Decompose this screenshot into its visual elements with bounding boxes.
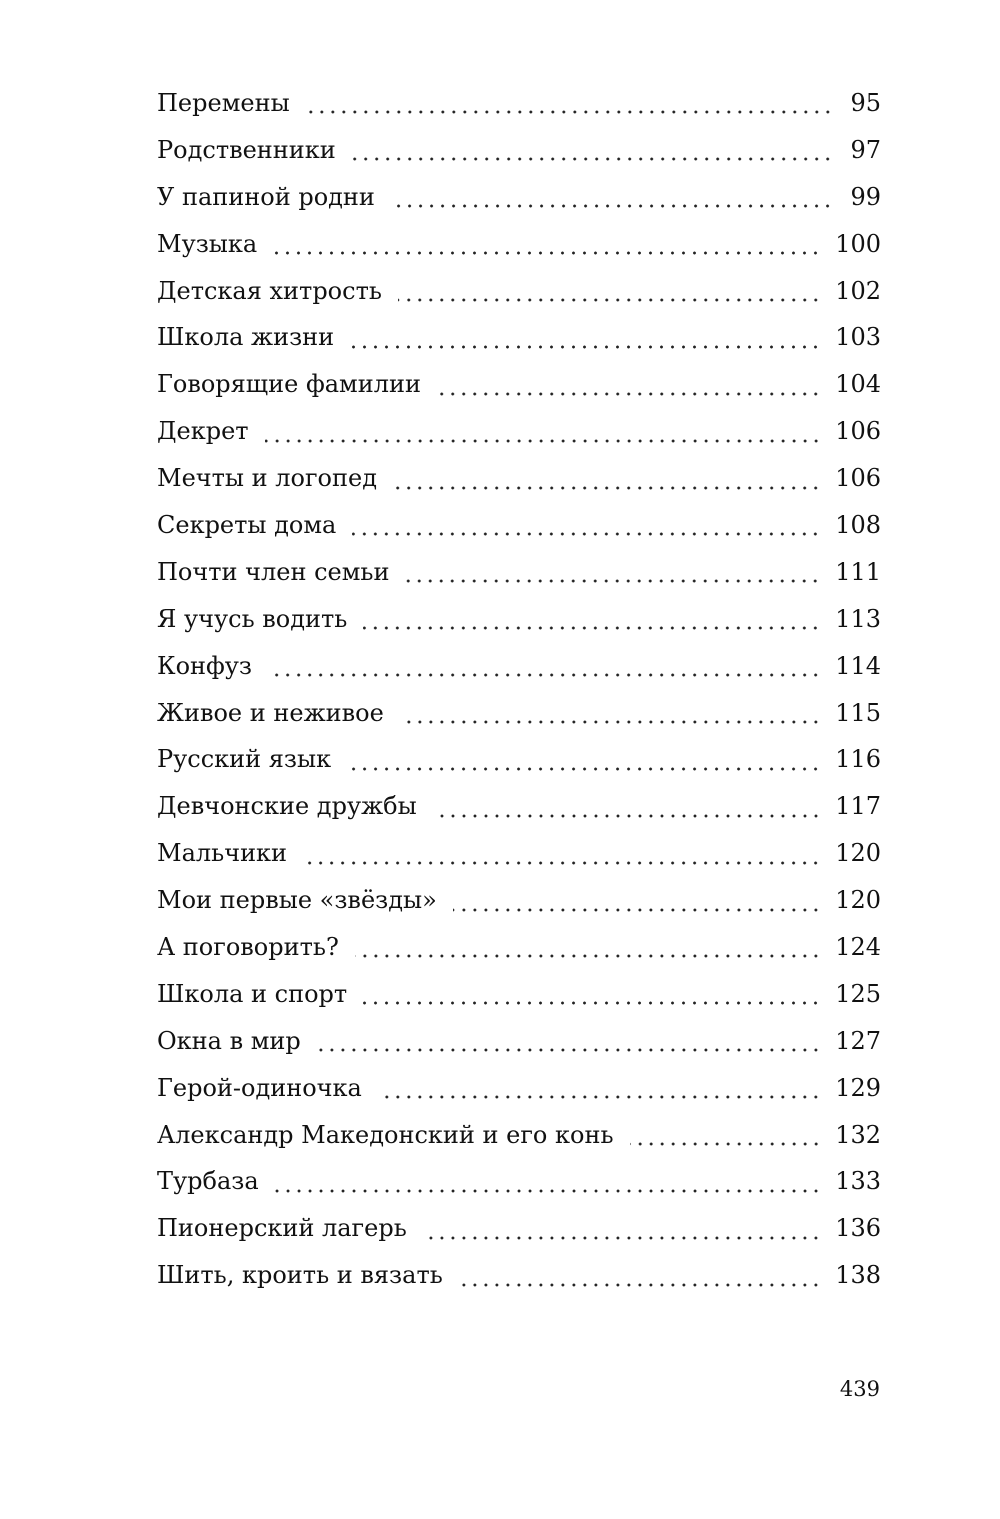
toc-entry-title: Говорящие фамилии bbox=[157, 370, 421, 399]
toc-entry-page-number: 114 bbox=[835, 651, 881, 680]
dot-leader bbox=[363, 1001, 821, 1005]
toc-entry-title: Декрет bbox=[157, 417, 249, 446]
toc-entry-title: Александр Македонский и его конь bbox=[157, 1120, 614, 1149]
toc-entry-page-number: 106 bbox=[835, 464, 881, 493]
toc-entry-title: Окна в мир bbox=[157, 1026, 301, 1055]
toc-entry[interactable] bbox=[157, 783, 881, 830]
toc-entry-title: Почти член семьи bbox=[157, 557, 390, 586]
toc-entry[interactable] bbox=[157, 408, 881, 455]
toc-entry[interactable] bbox=[157, 1252, 881, 1299]
toc-entry-page-number: 124 bbox=[835, 933, 881, 962]
toc-entry-title: Шить, кроить и вязать bbox=[157, 1261, 443, 1290]
toc-entry-title: Живое и неживое bbox=[157, 698, 384, 727]
toc-entry-title: Школа и спорт bbox=[157, 979, 348, 1008]
dot-leader bbox=[453, 908, 821, 912]
toc-entry[interactable] bbox=[157, 80, 881, 127]
dot-leader bbox=[433, 814, 821, 818]
toc-entry[interactable] bbox=[157, 549, 881, 596]
toc-entry-title: Родственники bbox=[157, 135, 336, 164]
toc-entry-title: Русский язык bbox=[157, 745, 332, 774]
dot-leader bbox=[400, 720, 821, 724]
toc-entry-title: Мои первые «звёзды» bbox=[157, 886, 437, 915]
toc-entry-title: Конфуз bbox=[157, 651, 253, 680]
toc-entry[interactable] bbox=[157, 924, 881, 971]
toc-entry[interactable] bbox=[157, 1205, 881, 1252]
toc-entry-title: Музыка bbox=[157, 229, 258, 258]
toc-entry[interactable] bbox=[157, 361, 881, 408]
dot-leader bbox=[378, 1095, 821, 1099]
toc-entry-page-number: 102 bbox=[835, 276, 881, 305]
toc-entry-title: Я учусь водить bbox=[157, 604, 348, 633]
toc-entry-page-number: 136 bbox=[835, 1214, 881, 1243]
dot-leader bbox=[352, 157, 833, 161]
toc-entry-title: Пионерский лагерь bbox=[157, 1214, 407, 1243]
toc-entry-title: А поговорить? bbox=[157, 933, 339, 962]
toc-entry[interactable] bbox=[157, 314, 881, 361]
toc-entry[interactable] bbox=[157, 1158, 881, 1205]
toc-entry-page-number: 127 bbox=[835, 1026, 881, 1055]
dot-leader bbox=[393, 486, 821, 490]
dot-leader bbox=[347, 767, 821, 771]
toc-entry[interactable] bbox=[157, 268, 881, 315]
toc-entry[interactable] bbox=[157, 736, 881, 783]
toc-entry[interactable] bbox=[157, 1112, 881, 1159]
dot-leader bbox=[306, 110, 833, 114]
toc-entry-page-number: 117 bbox=[835, 792, 881, 821]
toc-entry-title: Девчонские дружбы bbox=[157, 792, 417, 821]
toc-entry-page-number: 100 bbox=[835, 229, 881, 258]
dot-leader bbox=[273, 251, 821, 255]
dot-leader bbox=[405, 579, 821, 583]
dot-leader bbox=[265, 439, 822, 443]
toc-entry-title: Турбаза bbox=[157, 1167, 259, 1196]
toc-entry-page-number: 132 bbox=[835, 1120, 881, 1149]
toc-entry-title: Мальчики bbox=[157, 839, 288, 868]
toc-entry[interactable] bbox=[157, 174, 881, 221]
toc-entry-title: У папиной родни bbox=[157, 182, 375, 211]
table-of-contents bbox=[157, 80, 881, 1299]
toc-entry[interactable] bbox=[157, 971, 881, 1018]
toc-entry-page-number: 99 bbox=[850, 182, 881, 211]
toc-entry-page-number: 97 bbox=[850, 135, 881, 164]
toc-entry[interactable] bbox=[157, 690, 881, 737]
toc-entry-page-number: 129 bbox=[835, 1073, 881, 1102]
toc-entry-page-number: 103 bbox=[835, 323, 881, 352]
toc-entry[interactable] bbox=[157, 643, 881, 690]
toc-entry-page-number: 125 bbox=[835, 979, 881, 1008]
toc-entry-page-number: 106 bbox=[835, 417, 881, 446]
toc-entry-page-number: 120 bbox=[835, 839, 881, 868]
dot-leader bbox=[350, 345, 821, 349]
toc-entry-page-number: 115 bbox=[835, 698, 881, 727]
toc-entry-title: Герой-одиночка bbox=[157, 1073, 362, 1102]
toc-entry[interactable] bbox=[157, 596, 881, 643]
toc-entry-title: Перемены bbox=[157, 89, 290, 117]
toc-entry-title: Мечты и логопед bbox=[157, 464, 377, 493]
toc-entry-title: Секреты дома bbox=[157, 511, 337, 540]
dot-leader bbox=[630, 1142, 822, 1146]
dot-leader bbox=[268, 673, 821, 677]
toc-entry-page-number: 95 bbox=[850, 89, 881, 117]
dot-leader bbox=[398, 298, 821, 302]
dot-leader bbox=[459, 1283, 821, 1287]
toc-entry[interactable] bbox=[157, 830, 881, 877]
dot-leader bbox=[303, 861, 821, 865]
toc-entry-page-number: 104 bbox=[835, 370, 881, 399]
dot-leader bbox=[275, 1189, 822, 1193]
toc-entry-page-number: 120 bbox=[835, 886, 881, 915]
dot-leader bbox=[352, 532, 821, 536]
toc-entry[interactable] bbox=[157, 127, 881, 174]
dot-leader bbox=[317, 1048, 821, 1052]
toc-entry-title: Школа жизни bbox=[157, 323, 335, 352]
dot-leader bbox=[437, 392, 821, 396]
toc-entry[interactable] bbox=[157, 502, 881, 549]
toc-entry[interactable] bbox=[157, 877, 881, 924]
toc-entry-title: Детская хитрость bbox=[157, 276, 382, 305]
page-number: 439 bbox=[839, 1377, 880, 1401]
toc-entry-page-number: 111 bbox=[835, 557, 881, 586]
toc-entry[interactable] bbox=[157, 1018, 881, 1065]
dot-leader bbox=[391, 204, 833, 208]
dot-leader bbox=[355, 954, 821, 958]
toc-entry[interactable] bbox=[157, 221, 881, 268]
toc-entry-page-number: 116 bbox=[835, 745, 881, 774]
toc-entry-page-number: 133 bbox=[835, 1167, 881, 1196]
toc-entry[interactable] bbox=[157, 1065, 881, 1112]
dot-leader bbox=[423, 1236, 821, 1240]
toc-entry-page-number: 138 bbox=[835, 1261, 881, 1290]
dot-leader bbox=[363, 626, 821, 630]
toc-entry-page-number: 113 bbox=[835, 604, 881, 633]
toc-entry[interactable] bbox=[157, 455, 881, 502]
toc-entry-page-number: 108 bbox=[835, 511, 881, 540]
